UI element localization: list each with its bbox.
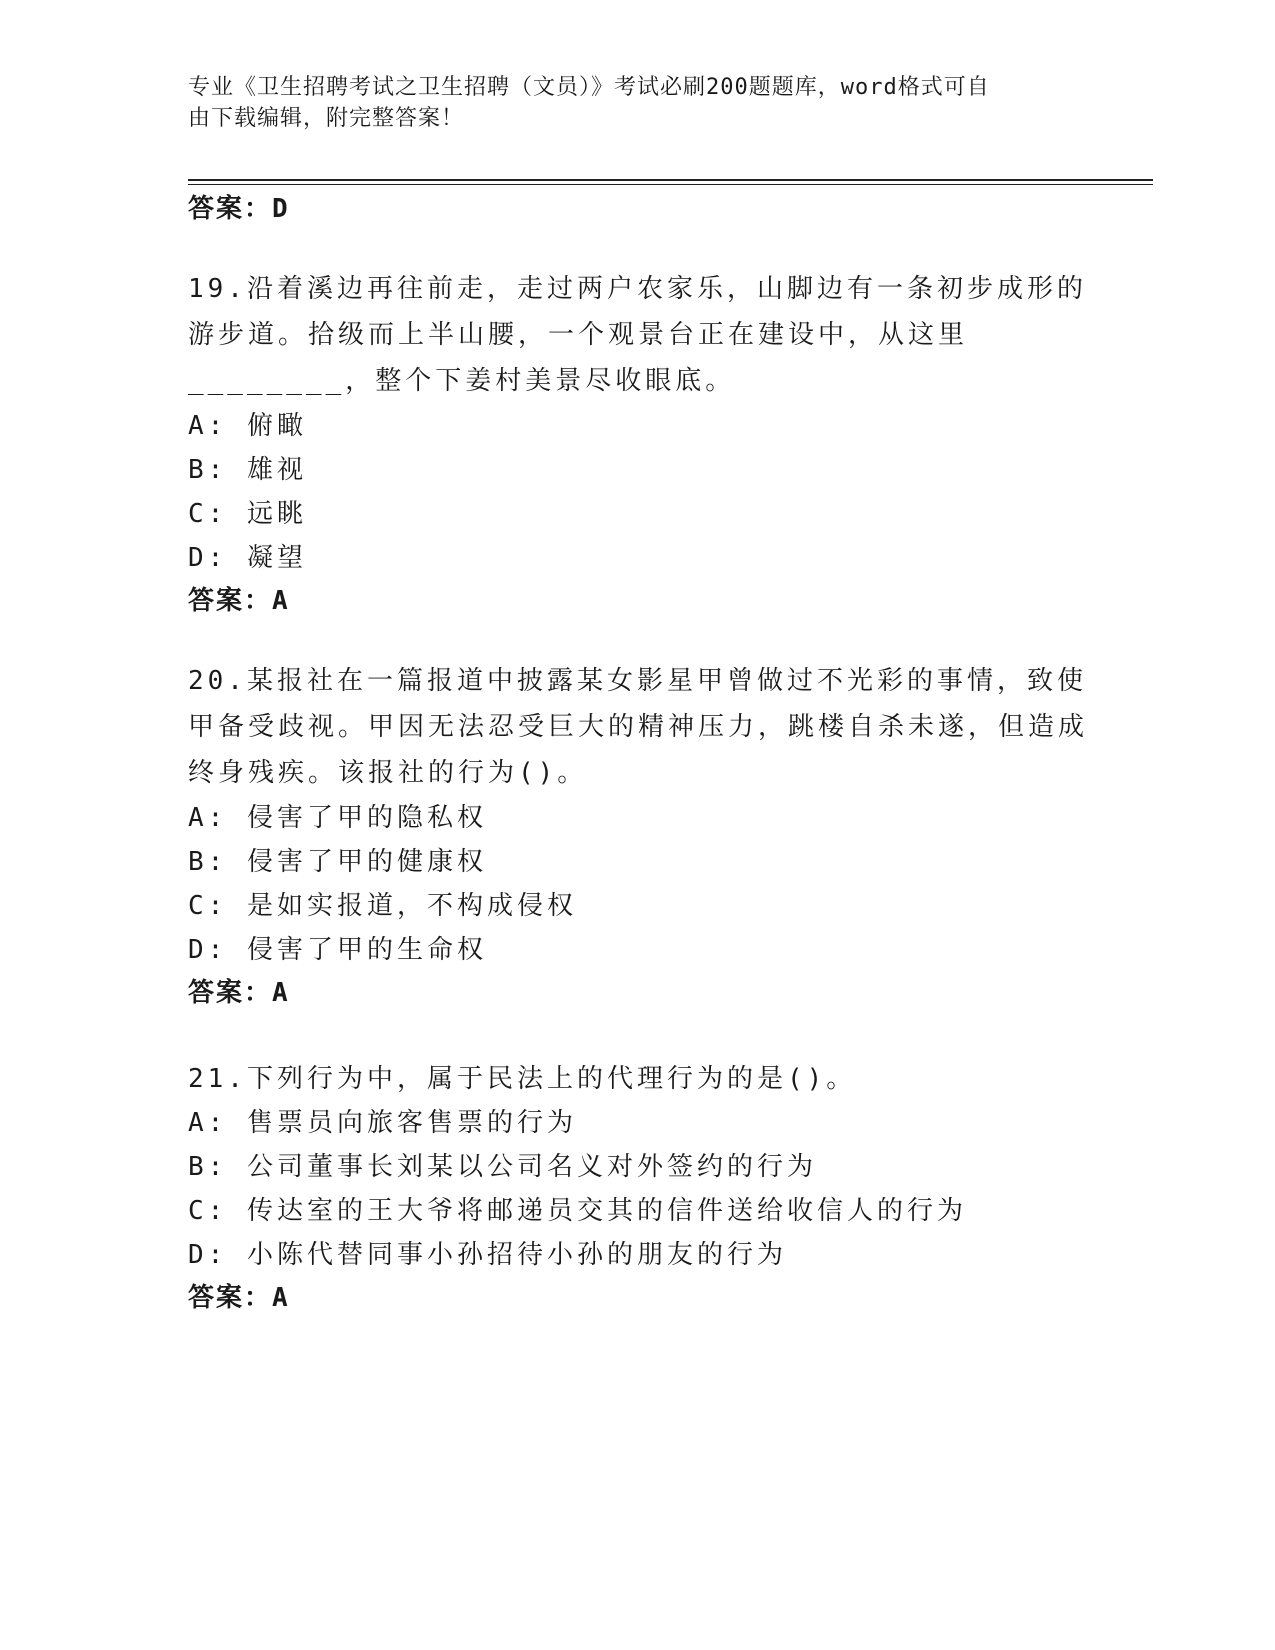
question-20-option-c: C: 是如实报道，不构成侵权 (188, 891, 577, 921)
document-header (188, 72, 1088, 134)
question-20-option-d: D: 侵害了甲的生命权 (188, 935, 487, 965)
question-19-option-c: C: 远眺 (188, 499, 307, 529)
question-20-text: 20.某报社在一篇报道中披露某女影星甲曾做过不光彩的事情，致使甲备受歧视。甲因无法忍受巨大的精神压力，跳楼自杀未遂，但造成终身残疾。该报社的行为()。 (188, 666, 1089, 788)
header-line-1: 专业《卫生招聘考试之卫生招聘（文员）》考试必刷200题题库，word格式可自 (188, 75, 990, 100)
header-divider (188, 179, 1153, 181)
question-19-answer: 答案：A (188, 586, 290, 616)
question-19-text: 19.沿着溪边再往前走，走过两户农家乐，山脚边有一条初步成形的游步道。拾级而上半山腰，一个观景台正在建设中，从这里________，整个下姜村美景尽收眼底。 (188, 274, 1087, 396)
question-21-answer: 答案：A (188, 1283, 290, 1313)
question-21-option-c: C: 传达室的王大爷将邮递员交其的信件送给收信人的行为 (188, 1196, 967, 1226)
question-20-option-a: A: 侵害了甲的隐私权 (188, 803, 487, 833)
previous-answer: 答案：D (188, 194, 290, 224)
question-21-option-a: A: 售票员向旅客售票的行为 (188, 1108, 577, 1138)
question-19-option-b: B: 雄视 (188, 455, 307, 485)
question-21-option-d: D: 小陈代替同事小孙招待小孙的朋友的行为 (188, 1240, 787, 1270)
header-line-2: 由下载编辑，附完整答案！ (188, 106, 465, 131)
question-19-option-d: D: 凝望 (188, 543, 307, 573)
question-20-option-b: B: 侵害了甲的健康权 (188, 847, 487, 877)
question-21-option-b: B: 公司董事长刘某以公司名义对外签约的行为 (188, 1152, 817, 1182)
question-19-option-a: A: 俯瞰 (188, 411, 307, 441)
header-divider-thin (188, 184, 1153, 185)
question-20-answer: 答案：A (188, 978, 290, 1008)
question-21-text: 21.下列行为中，属于民法上的代理行为的是()。 (188, 1064, 857, 1094)
